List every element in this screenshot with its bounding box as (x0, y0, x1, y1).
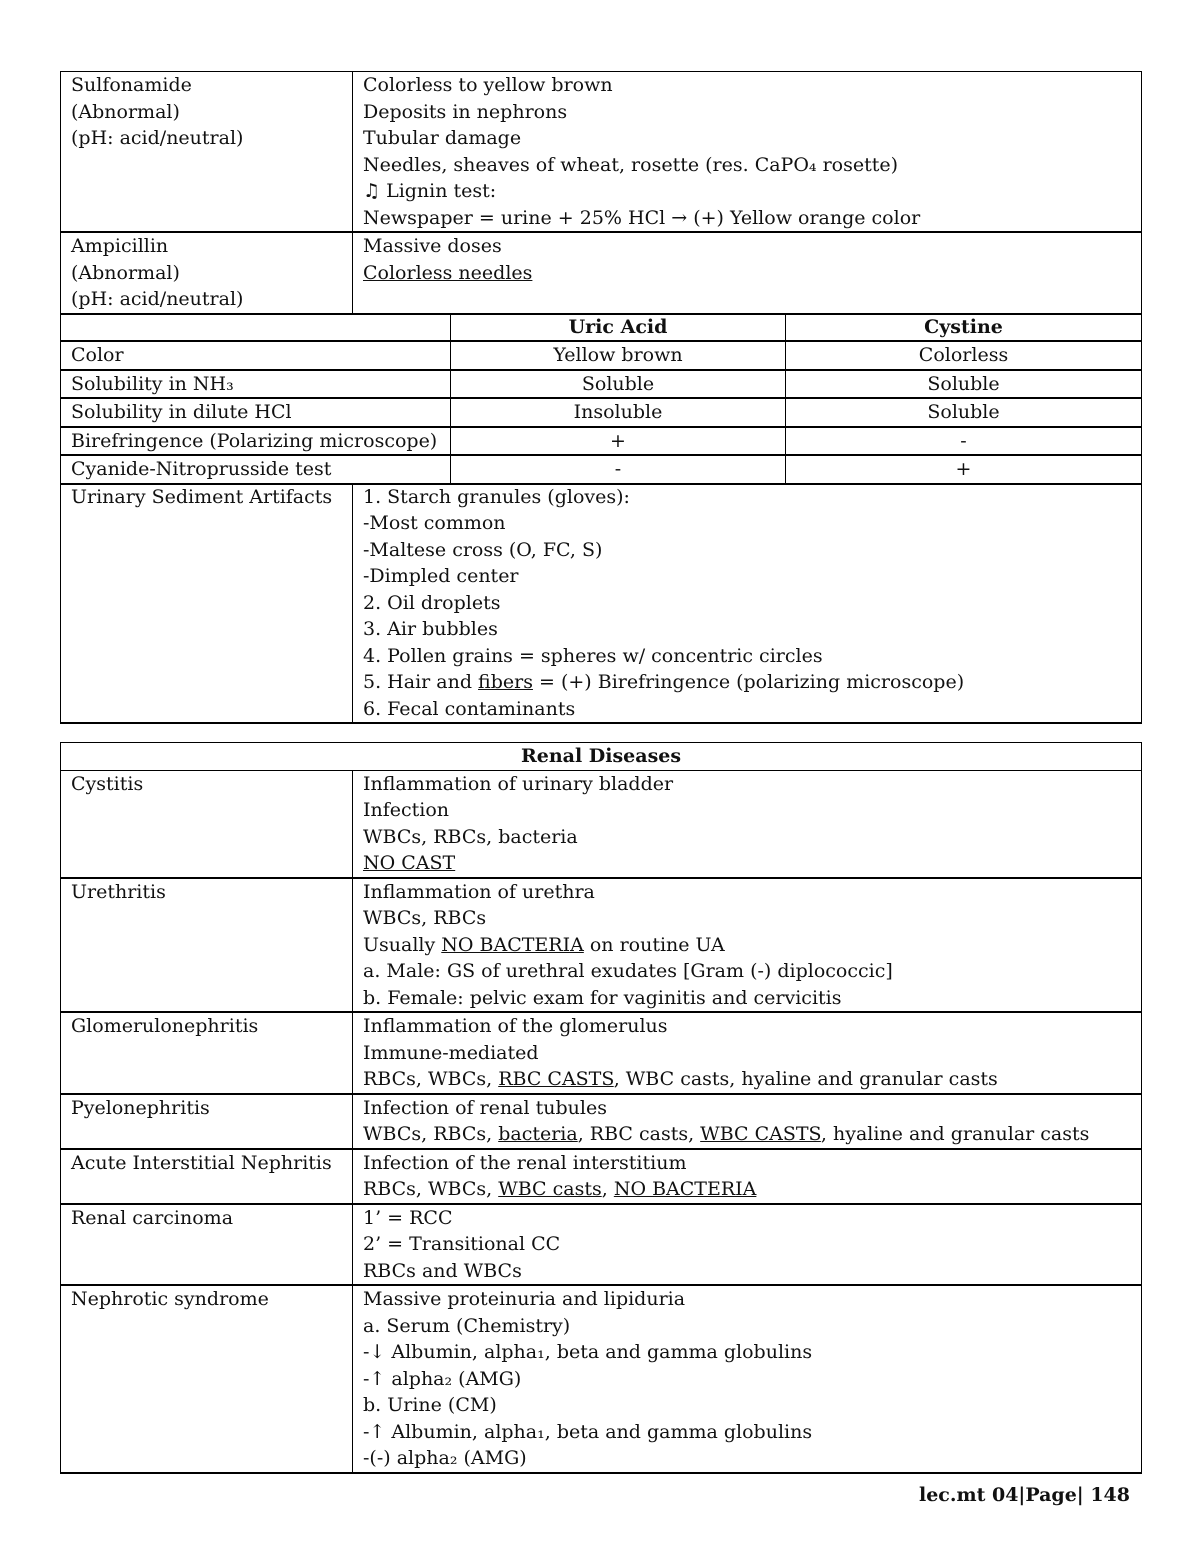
detail-line: a. Serum (Chemistry) (363, 1314, 571, 1337)
detail-line (363, 932, 1141, 959)
disease-details (353, 1149, 1142, 1204)
disease-row-renal-carcinoma (61, 1204, 1142, 1286)
underlined-text: RBC CASTS (498, 1068, 614, 1090)
text-part: RBCs, WBCs, (363, 1068, 499, 1090)
page-footer: lec.mt 04|Page| 148 (919, 1484, 1130, 1506)
crystal-row-ampicillin (61, 232, 1142, 314)
detail-line: Deposits in nephrons (363, 100, 568, 123)
detail-line: -(-) alpha₂ (AMG) (363, 1447, 527, 1469)
detail-line: 2’ = Transitional CC (363, 1233, 561, 1255)
row-value: Soluble (451, 370, 786, 399)
detail-line: RBCs and WBCs (363, 1259, 522, 1282)
detail-line: Massive doses (363, 235, 502, 257)
text-part: 5. Hair and (363, 671, 479, 693)
detail-line: -Maltese cross (O, FC, S) (363, 538, 603, 561)
detail-line (363, 850, 1141, 877)
detail-line: b. Urine (CM) (363, 1394, 497, 1416)
detail-line (363, 260, 1141, 287)
comparison-row (61, 341, 1142, 370)
crystal-row-sulfonamide (61, 72, 1142, 233)
detail-line: Needles, sheaves of wheat, rosette (res. CaPO₄ rosette) (363, 153, 899, 176)
comparison-row (61, 427, 1142, 456)
detail-line: a. Male: GS of urethral exudates [Gram (-) diplococcic] (363, 960, 893, 982)
detail-line: 3. Air bubbles (363, 618, 498, 640)
artifacts-details (353, 483, 1142, 723)
row-value: Yellow brown (451, 341, 786, 370)
disease-row-cystitis (61, 770, 1142, 878)
disease-name: Nephrotic syndrome (61, 1285, 353, 1473)
text-part: on routine UA (583, 933, 725, 956)
renal-title-row (61, 743, 1142, 771)
row-value: - (451, 455, 786, 484)
row-value: - (786, 427, 1142, 456)
disease-details (353, 1012, 1142, 1094)
disease-name: Pyelonephritis (61, 1094, 353, 1149)
crystal-name-cell (61, 232, 353, 314)
detail-line: WBCs, RBCs, bacteria (363, 825, 578, 848)
disease-name: Renal carcinoma (61, 1204, 353, 1286)
crystal-name: Sulfonamide (71, 74, 192, 96)
detail-line: Infection of the renal interstitium (363, 1151, 687, 1174)
underlined-text: fibers (478, 671, 533, 693)
comparison-table (60, 313, 1142, 485)
disease-name: Cystitis (61, 770, 353, 878)
artifacts-table (60, 483, 1142, 725)
crystal-status: (Abnormal) (71, 261, 180, 284)
detail-line: Inflammation of urethra (363, 880, 595, 903)
crystals-table (60, 71, 1142, 724)
crystal-ph: (pH: acid/neutral) (71, 127, 244, 149)
detail-line: Inflammation of urinary bladder (363, 772, 674, 795)
disease-row-pyelonephritis (61, 1094, 1142, 1149)
detail-line: Massive proteinuria and lipiduria (363, 1288, 686, 1310)
text-part: , (601, 1178, 614, 1200)
detail-line: ♫ Lignin test: (363, 180, 497, 202)
text-part: , RBC casts, (577, 1123, 701, 1145)
disease-name: Acute Interstitial Nephritis (61, 1149, 353, 1204)
row-label: Color (61, 341, 451, 370)
crystal-name-cell (61, 72, 353, 233)
row-label: Solubility in NH₃ (61, 370, 451, 399)
row-value: Insoluble (451, 398, 786, 427)
crystal-name: Ampicillin (71, 235, 169, 257)
detail-line: Newspaper = urine + 25% HCl → (+) Yellow orange color (363, 206, 921, 229)
detail-line: -↓ Albumin, alpha₁, beta and gamma globulins (363, 1341, 813, 1363)
comparison-row (61, 370, 1142, 399)
renal-diseases-table (60, 742, 1142, 1474)
disease-details (353, 878, 1142, 1013)
underlined-text: NO BACTERIA (613, 1178, 757, 1200)
detail-line: Infection (363, 799, 450, 821)
crystal-status: (Abnormal) (71, 100, 180, 123)
header-cell-cystine: Cystine (786, 313, 1142, 341)
detail-line (363, 669, 1141, 696)
underlined-text: WBC CASTS (700, 1123, 821, 1145)
text-part: WBCs, RBCs, (363, 1123, 499, 1145)
detail-line: Colorless to yellow brown (363, 74, 613, 96)
artifacts-row (61, 483, 1142, 723)
underlined-text: WBC casts (498, 1178, 602, 1200)
text-part: Usually (363, 933, 442, 956)
row-label: Birefringence (Polarizing microscope) (61, 427, 451, 456)
detail-line: WBCs, RBCs (363, 907, 487, 929)
text-part: , hyaline and granular casts (820, 1123, 1090, 1145)
row-value: Soluble (786, 370, 1142, 399)
detail-line (363, 1066, 1141, 1093)
text-part: = (+) Birefringence (polarizing microscope) (532, 671, 965, 693)
underlined-text: NO BACTERIA (441, 933, 584, 956)
comparison-row (61, 455, 1142, 484)
disease-details (353, 1285, 1142, 1473)
detail-line: 4. Pollen grains = spheres w/ concentric circles (363, 644, 823, 667)
disease-row-glomerulonephritis (61, 1012, 1142, 1094)
underlined-text: bacteria (498, 1123, 578, 1145)
detail-line: 1’ = RCC (363, 1206, 453, 1229)
detail-line: -↑ alpha₂ (AMG) (363, 1367, 522, 1390)
disease-row-nephrotic-syndrome (61, 1285, 1142, 1473)
artifacts-name: Urinary Sediment Artifacts (61, 483, 353, 723)
row-label: Cyanide-Nitroprusside test (61, 455, 451, 484)
disease-details (353, 1094, 1142, 1149)
detail-line: 1. Starch granules (gloves): (363, 485, 630, 508)
row-label: Solubility in dilute HCl (61, 398, 451, 427)
underlined-text: Colorless needles (363, 261, 533, 284)
disease-row-acute-interstitial-nephritis (61, 1149, 1142, 1204)
detail-line: Inflammation of the glomerulus (363, 1015, 668, 1037)
disease-name: Urethritis (61, 878, 353, 1013)
row-value: + (451, 427, 786, 456)
renal-title: Renal Diseases (61, 743, 1142, 771)
detail-line: -Most common (363, 512, 506, 534)
detail-line (363, 1176, 1141, 1203)
detail-line (363, 1121, 1141, 1148)
text-part: , WBC casts, hyaline and granular casts (613, 1068, 998, 1090)
header-cell-uric-acid: Uric Acid (451, 313, 786, 341)
disease-name: Glomerulonephritis (61, 1012, 353, 1094)
detail-line: -Dimpled center (363, 565, 519, 587)
comparison-row (61, 398, 1142, 427)
crystal-details-cell (353, 232, 1142, 314)
detail-line: 6. Fecal contaminants (363, 697, 576, 720)
detail-line: Infection of renal tubules (363, 1096, 607, 1119)
row-value: Soluble (786, 398, 1142, 427)
detail-line: Immune-mediated (363, 1041, 539, 1064)
detail-line: -↑ Albumin, alpha₁, beta and gamma globulins (363, 1420, 813, 1443)
text-part: RBCs, WBCs, (363, 1178, 499, 1200)
detail-line: Tubular damage (363, 127, 522, 149)
crystal-details-cell (353, 72, 1142, 233)
disease-details (353, 770, 1142, 878)
underlined-text: NO CAST (363, 852, 456, 874)
detail-line: b. Female: pelvic exam for vaginitis and cervicitis (363, 986, 842, 1009)
crystal-ph: (pH: acid/neutral) (71, 288, 244, 310)
row-value: Colorless (786, 341, 1142, 370)
comparison-header-row (61, 313, 1142, 341)
header-cell-empty (61, 313, 451, 341)
row-value: + (786, 455, 1142, 484)
detail-line: 2. Oil droplets (363, 591, 501, 614)
disease-row-urethritis (61, 878, 1142, 1013)
disease-details (353, 1204, 1142, 1286)
